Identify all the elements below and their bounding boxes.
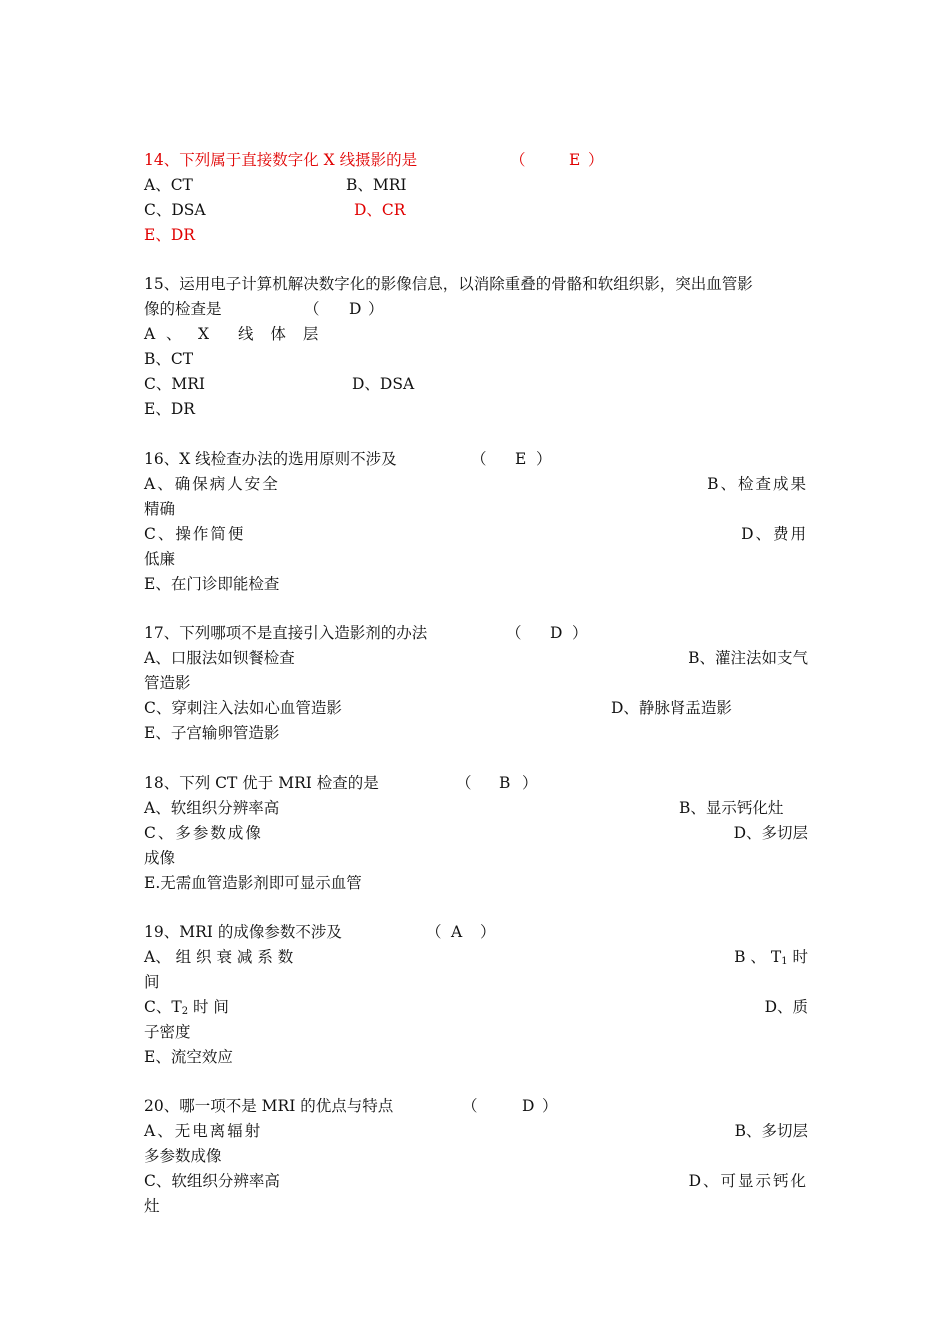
q17-options-cd bbox=[144, 696, 808, 721]
q16-option-d-part2: 低廉 bbox=[144, 550, 176, 568]
q15-option-a-sep: 、 bbox=[166, 325, 182, 343]
q20-paren-open: （ bbox=[462, 1097, 478, 1115]
q16-paren-open: （ bbox=[471, 450, 487, 468]
q20-option-d-cont bbox=[144, 1194, 808, 1219]
q16-options-cd bbox=[144, 522, 808, 547]
q19-option-c-post: 时 间 bbox=[188, 998, 229, 1016]
q18-option-d-cont bbox=[144, 846, 808, 871]
q16-option-d-part1: D、费用 bbox=[741, 525, 808, 543]
q14-option-c: C、DSA bbox=[144, 201, 206, 219]
q14-stem-line bbox=[144, 148, 808, 173]
q14-stem: 14、下列属于直接数字化 X 线摄影的是 bbox=[144, 151, 418, 169]
q19-option-d-cont bbox=[144, 1020, 808, 1045]
q16-option-b-part2: 精确 bbox=[144, 500, 176, 518]
q15-stem-2: 像的检查是 bbox=[144, 300, 222, 318]
q17-option-d: D、静脉肾盂造影 bbox=[611, 699, 732, 717]
q18-answer: B bbox=[499, 774, 511, 792]
q15-option-e: E、DR bbox=[144, 400, 195, 418]
q20-option-b-part2: 多参数成像 bbox=[144, 1147, 222, 1165]
q20-option-d-part1: D、可显示钙化 bbox=[688, 1172, 808, 1190]
q17-paren-close: ） bbox=[572, 624, 588, 642]
q19-option-b-cont bbox=[144, 970, 808, 995]
q14-option-e: E、DR bbox=[144, 226, 195, 244]
q16-options-ab bbox=[144, 472, 808, 497]
q15-paren-open: （ bbox=[304, 300, 320, 318]
q14-paren-close: ） bbox=[588, 151, 604, 169]
q20-options-ab bbox=[144, 1119, 808, 1144]
q19-option-b-sub: 1 bbox=[781, 956, 788, 967]
q19-option-b-post: 时 bbox=[787, 948, 808, 966]
q16-option-b-cont bbox=[144, 497, 808, 522]
q20-options-cd bbox=[144, 1169, 808, 1194]
q19-answer: A bbox=[451, 923, 463, 941]
q17-option-e: E、子宫输卵管造影 bbox=[144, 724, 280, 742]
q15-option-b: B、CT bbox=[144, 350, 194, 368]
q15-option-e-line bbox=[144, 397, 808, 422]
q17-stem: 17、下列哪项不是直接引入造影剂的办法 bbox=[144, 624, 428, 642]
q19-option-c bbox=[144, 998, 229, 1016]
q14-options-e bbox=[144, 223, 808, 248]
q19-option-d-part2: 子密度 bbox=[144, 1023, 191, 1041]
q15-option-a-x: X bbox=[198, 325, 210, 343]
q19-stem: 19、MRI 的成像参数不涉及 bbox=[144, 923, 342, 941]
q16-stem-line bbox=[144, 447, 808, 472]
q18-stem-line bbox=[144, 771, 808, 796]
q18-paren-close: ） bbox=[522, 774, 538, 792]
q20-option-d-part2: 灶 bbox=[144, 1197, 160, 1215]
q17-answer: D bbox=[550, 624, 563, 642]
q14-options-ab bbox=[144, 173, 808, 198]
q15-option-a-line bbox=[144, 322, 808, 347]
q19-option-c-pre: C、T bbox=[144, 998, 182, 1016]
q19-paren-close: ） bbox=[480, 923, 496, 941]
q15-options-cd bbox=[144, 372, 808, 397]
q19-option-b-part2: 间 bbox=[144, 973, 160, 991]
q20-stem-line bbox=[144, 1094, 808, 1119]
q16-option-a: A、确保病人安全 bbox=[144, 475, 280, 493]
q19-option-e-line bbox=[144, 1045, 808, 1070]
q16-paren-close: ） bbox=[536, 450, 552, 468]
q17-options-ab bbox=[144, 646, 808, 671]
q19-option-e: E、流空效应 bbox=[144, 1048, 233, 1066]
q14-options-cd bbox=[144, 198, 808, 223]
q15-option-c: C、MRI bbox=[144, 375, 206, 393]
q16-stem: 16、X 线检查办法的选用原则不涉及 bbox=[144, 450, 397, 468]
q19-option-d-part1: D、质 bbox=[764, 998, 808, 1016]
q19-paren-open: （ bbox=[426, 923, 442, 941]
q17-option-b-part1: B、灌注法如支气 bbox=[688, 649, 808, 667]
q17-stem-line bbox=[144, 621, 808, 646]
q17-option-b-cont bbox=[144, 671, 808, 696]
q15-stem-line1 bbox=[144, 272, 808, 297]
q16-option-e: E、在门诊即能检查 bbox=[144, 575, 280, 593]
q17-option-b-part2: 管造影 bbox=[144, 674, 191, 692]
q16-answer: E bbox=[515, 450, 527, 468]
q18-options-cd bbox=[144, 821, 808, 846]
q16-option-c: C、操作简便 bbox=[144, 525, 246, 543]
q18-option-e-line bbox=[144, 871, 808, 896]
q20-option-b-part1: B、多切层 bbox=[734, 1122, 808, 1140]
q19-option-b-part1 bbox=[734, 945, 808, 970]
q20-option-b-cont bbox=[144, 1144, 808, 1169]
q18-option-a: A、软组织分辨率高 bbox=[144, 799, 280, 817]
q20-paren-close: ） bbox=[542, 1097, 558, 1115]
q20-stem: 20、哪一项不是 MRI 的优点与特点 bbox=[144, 1097, 394, 1115]
q18-options-ab bbox=[144, 796, 808, 821]
q19-option-c-sub: 2 bbox=[181, 1006, 189, 1017]
q17-option-a: A、口服法如钡餐检查 bbox=[144, 649, 295, 667]
q15-stem-line2 bbox=[144, 297, 808, 322]
q19-options-ab bbox=[144, 945, 808, 970]
q17-option-c: C、穿刺注入法如心血管造影 bbox=[144, 699, 342, 717]
q15-answer: D bbox=[349, 300, 362, 318]
q19-option-b-pre: B 、 T bbox=[734, 948, 782, 966]
q20-answer: D bbox=[522, 1097, 535, 1115]
q15-paren-close: ） bbox=[368, 300, 384, 318]
q14-option-a: A、CT bbox=[144, 176, 193, 194]
q14-paren-open: （ bbox=[510, 151, 526, 169]
q15-stem-1: 15、运用电子计算机解决数字化的影像信息，以消除重叠的骨骼和软组织影，突出血管影 bbox=[144, 275, 753, 293]
q18-option-e: E.无需血管造影剂即可显示血管 bbox=[144, 874, 362, 892]
q14-option-b: B、MRI bbox=[346, 176, 407, 194]
q20-option-c: C、软组织分辨率高 bbox=[144, 1172, 280, 1190]
q18-option-c: C、多参数成像 bbox=[144, 824, 263, 842]
q19-options-cd bbox=[144, 995, 808, 1020]
q14-option-d: D、CR bbox=[354, 201, 406, 219]
q17-paren-open: （ bbox=[506, 624, 522, 642]
q18-stem: 18、下列 CT 优于 MRI 检查的是 bbox=[144, 774, 379, 792]
q17-option-e-line bbox=[144, 721, 808, 746]
q15-option-a-prefix: A bbox=[144, 325, 156, 343]
q18-option-d-part2: 成像 bbox=[144, 849, 176, 867]
q14-answer: E bbox=[569, 151, 581, 169]
q19-stem-line bbox=[144, 920, 808, 945]
q15-option-d: D、DSA bbox=[352, 375, 415, 393]
q15-option-a-rest: 线 体 层 bbox=[238, 325, 325, 343]
q18-option-d-part1: D、多切层 bbox=[733, 824, 808, 842]
q16-option-d-cont bbox=[144, 547, 808, 572]
q19-option-a: A、 组 织 衰 减 系 数 bbox=[144, 948, 294, 966]
q15-option-b-line bbox=[144, 347, 808, 372]
q18-option-b: B、显示钙化灶 bbox=[679, 799, 784, 817]
q16-option-e-line bbox=[144, 572, 808, 597]
q20-option-a: A、无电离辐射 bbox=[144, 1122, 263, 1140]
q16-option-b-part1: B、检查成果 bbox=[707, 475, 808, 493]
q18-paren-open: （ bbox=[456, 774, 472, 792]
